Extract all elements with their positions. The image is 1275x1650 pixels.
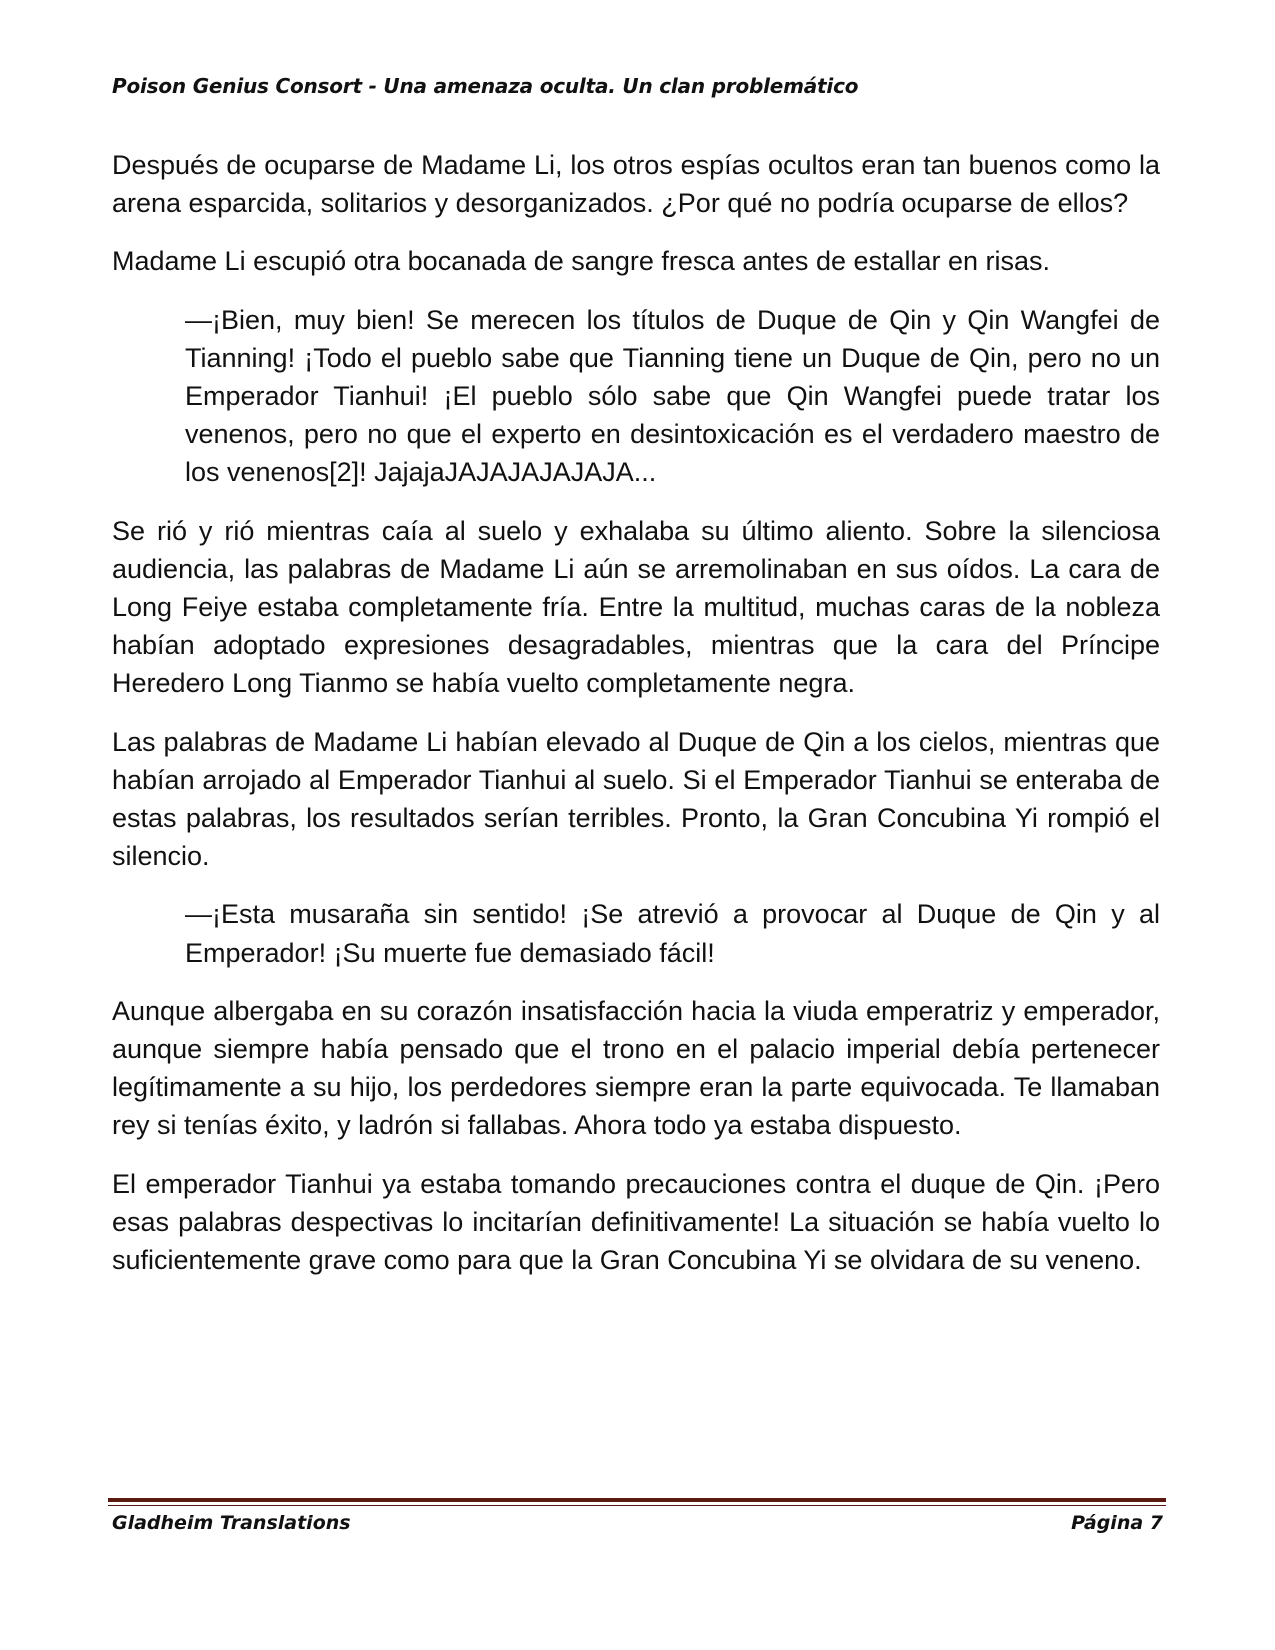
footer-divider xyxy=(108,1498,1166,1502)
paragraph: El emperador Tianhui ya estaba tomando precauciones contra el duque de Qin. ¡Pero esas palabras despectivas lo incitarían definitivamente! La situación se había vuelto lo suficientemente grave como para que la Gran Concubina Yi se olvidara de su veneno. xyxy=(112,1168,1160,1276)
dialogue-paragraph: —¡Bien, muy bien! Se merecen los títulos de Duque de Qin y Qin Wangfei de Tianning! ¡Todo el pueblo sabe que Tianning tiene un Duque de Qin, pero no un Emperador Tianhui! ¡El pueblo sólo sabe que Qin Wangfei puede tratar los venenos, pero no que el experto en desintoxicación es el verdadero maestro de los venenos[2]! JajajaJAJAJAJAJAJA... xyxy=(185,304,1160,488)
paragraph: Madame Li escupió otra bocanada de sangre fresca antes de estallar en risas. xyxy=(112,246,1051,277)
footer-publisher: Gladheim Translations xyxy=(112,1512,351,1534)
footer-divider-thin xyxy=(108,1505,1166,1506)
paragraph: Después de ocuparse de Madame Li, los otros espías ocultos eran tan buenos como la arena esparcida, solitarios y desorganizados. ¿Por qué no podría ocuparse de ellos? xyxy=(112,150,1160,219)
paragraph: Las palabras de Madame Li habían elevado al Duque de Qin a los cielos, mientras que habían arrojado al Emperador Tianhui al suelo. Si el Emperador Tianhui se enteraba de estas palabras, los resultados serían terribles. Pronto, la Gran Concubina Yi rompió el silencio. xyxy=(112,726,1160,872)
document-body xyxy=(112,146,1160,1299)
dialogue-paragraph: —¡Esta musaraña sin sentido! ¡Se atrevió a provocar al Duque de Qin y al Emperador! ¡Su muerte fue demasiado fácil! xyxy=(185,899,1160,968)
paragraph: Aunque albergaba en su corazón insatisfacción hacia la viuda emperatriz y emperador, aunque siempre había pensado que el trono en el palacio imperial debía pertenecer legítimamente a su hijo, los perdedores siempre eran la parte equivocada. Te llamaban rey si tenías éxito, y ladrón si fallabas. Ahora todo ya estaba dispuesto. xyxy=(112,995,1160,1141)
running-header-title: Poison Genius Consort - Una amenaza oculta. Un clan problemático xyxy=(112,74,859,98)
paragraph: Se rió y rió mientras caía al suelo y exhalaba su último aliento. Sobre la silenciosa audiencia, las palabras de Madame Li aún se arremolinaban en sus oídos. La cara de Long Feiye estaba completamente fría. Entre la multitud, muchas caras de la nobleza habían adoptado expresiones desagradables, mientras que la cara del Príncipe Heredero Long Tianmo se había vuelto completamente negra. xyxy=(112,515,1160,699)
page-number: Página 7 xyxy=(1071,1512,1163,1534)
